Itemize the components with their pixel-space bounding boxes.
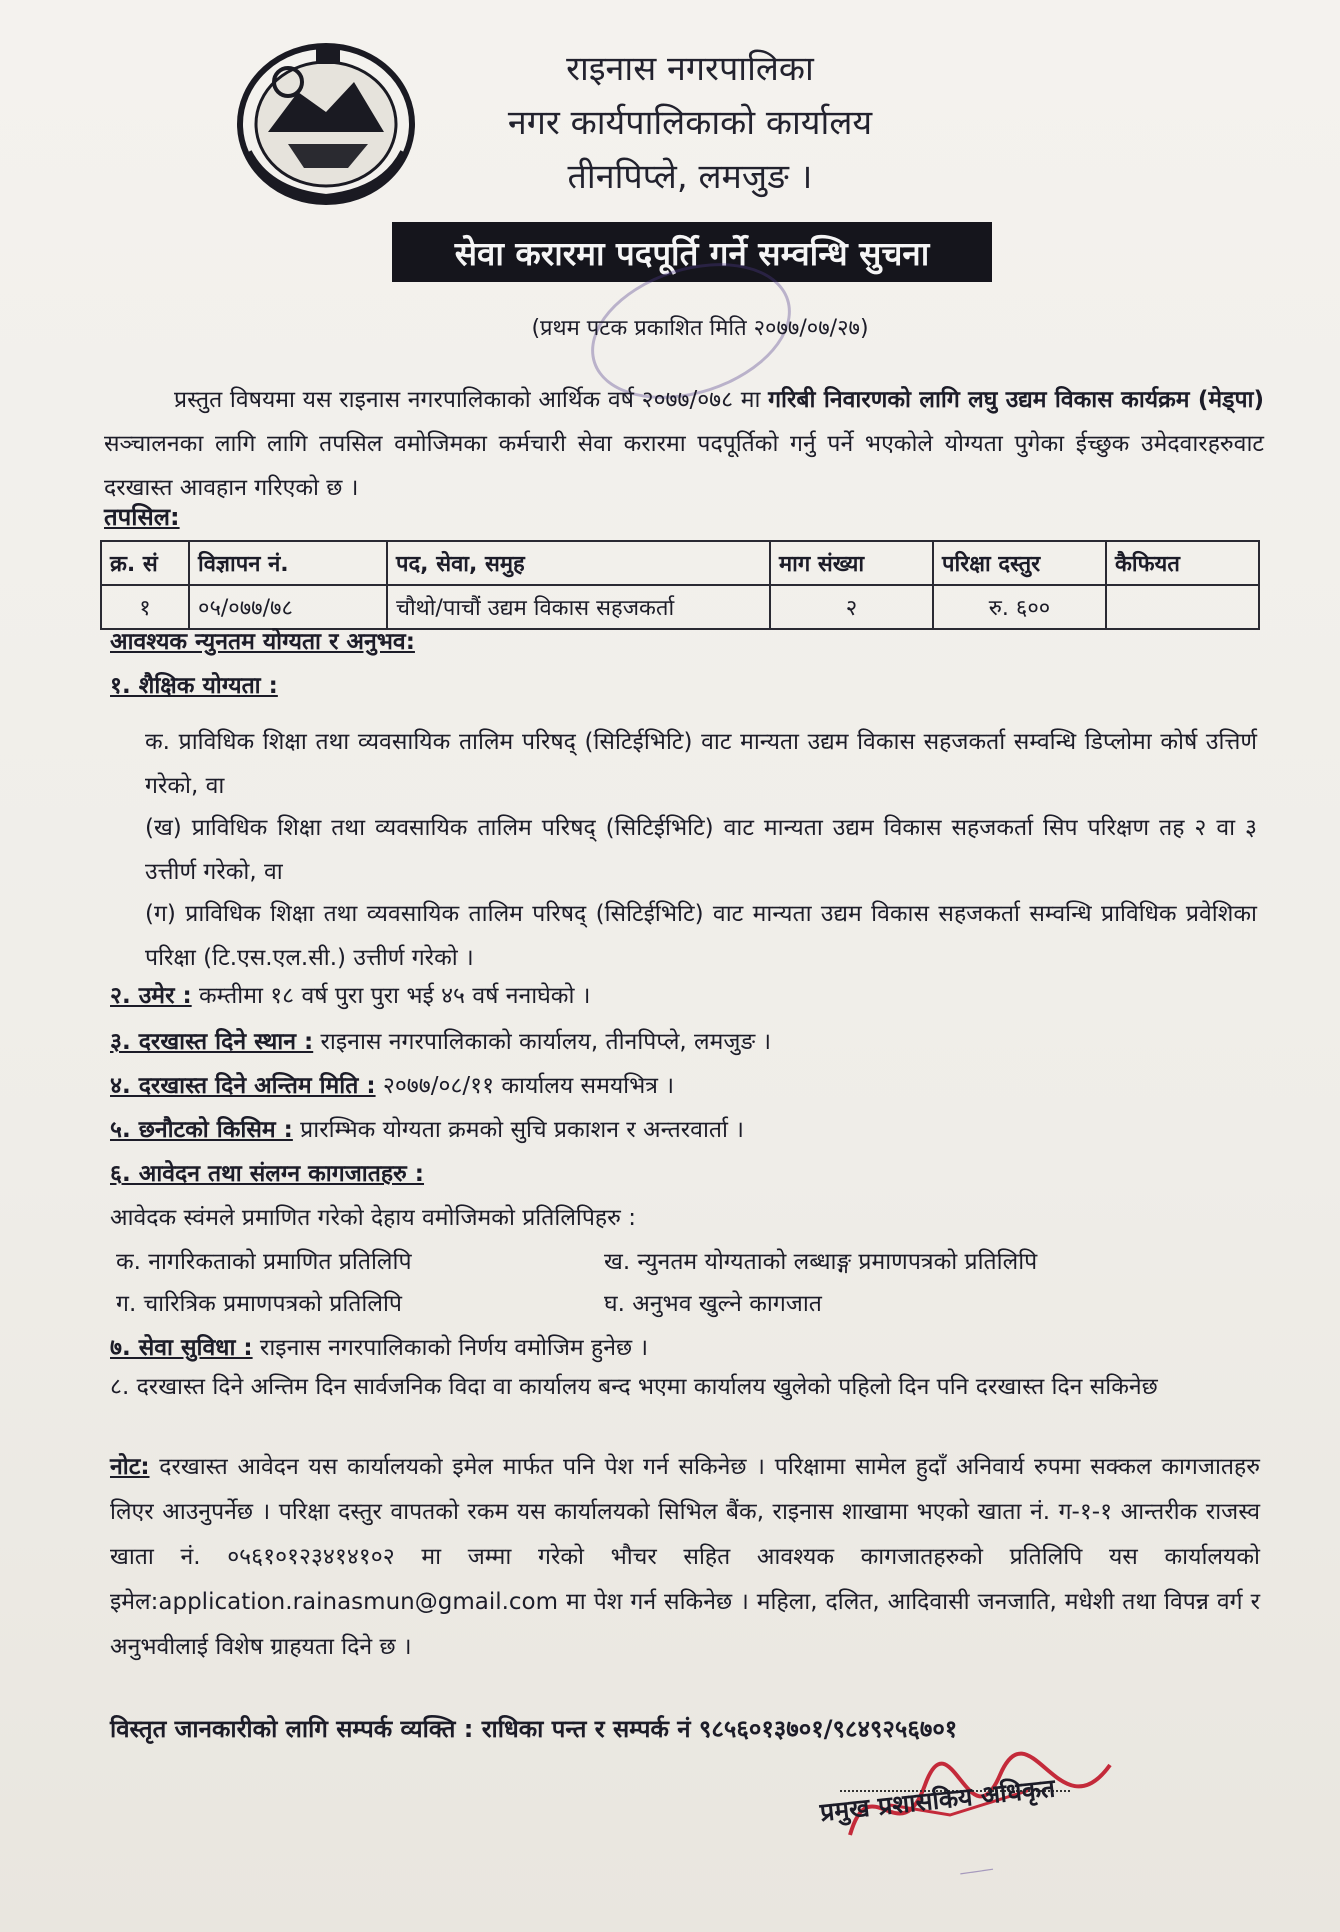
deadline-text: २०७७/०८/११ कार्यालय समयभित्र । [375, 1073, 675, 1099]
intro-text-2: सञ्चालनका लागि लागि तपसिल वमोजिमका कर्मचारी सेवा करारमा पदपूर्तिको गर्नु पर्ने भएकोले योग्यता पुगेका ईच्छुक उमेदवारहरुवाट दरखास्त आवहान गरिएको छ । [104, 431, 1264, 501]
vacancy-table [100, 540, 1260, 630]
table-header-row [101, 541, 1259, 585]
cell-post: चौथो/पाचौं उद्यम विकास सहजकर्ता [387, 585, 770, 629]
education-option-a: क. प्राविधिक शिक्षा तथा व्यवसायिक तालिम परिषद् (सिटिईभिटि) वाट मान्यता उद्यम विकास सहजकर्ता सम्वन्धि डिप्लोमा कोर्ष उत्तिर्ण गरेको, वा [145, 729, 1257, 799]
education-option-b: (ख) प्राविधिक शिक्षा तथा व्यवसायिक तालिम परिषद् (सिटिईभिटि) वाट मान्यता उद्यम विकास सहजकर्ता सिप परिक्षण तह २ वा ३ उत्तीर्ण गरेको, वा [145, 815, 1257, 885]
note-text: दरखास्त आवेदन यस कार्यालयको इमेल मार्फत पनि पेश गर्न सकिनेछ । परिक्षामा सामेल हुदाँ अनिवार्य रुपमा सक्कल कागजातहरु लिएर आउनुपर्नेछ । परिक्षा दस्तुर वापतको रकम यस कार्यालयको सिभिल बैंक, राइनास शाखामा भएको खाता नं. ग-१-१ आन्तरीक राजस्व खाता नं. ०५६१०१२३४१४१०२ मा जम्मा गरेको भौचर सहित आवश्यक कागजातहरुको प्रतिलिपि यस कार्यालयको इमेल:application.rainasmun@gmail.com मा पेश गर्न सकिनेछ । महिला, दलित, आदिवासी जनजाति, मधेशी तथा विपन्न वर्ग र अनुभवीलाई विशेष ग्राहयता दिने छ । [110, 1454, 1260, 1660]
education-option-c: (ग) प्राविधिक शिक्षा तथा व्यवसायिक तालिम परिषद् (सिटिईभिटि) वाट मान्यता उद्यम विकास सहजकर्ता सम्वन्धि प्राविधिक प्रवेशिका परिक्षा (टि.एस.एल.सी.) उत्तीर्ण गरेको । [145, 901, 1257, 971]
municipality-name: राइनास नगरपालिका [566, 49, 814, 89]
col-remarks: कैफियत [1106, 541, 1259, 585]
documents-heading: ६. आवेदन तथा संलग्न कागजातहरु : [110, 1161, 425, 1187]
deadline-section [110, 1068, 674, 1100]
document-item: ग. चारित्रिक प्रमाणपत्रको प्रतिलिपि [116, 1291, 402, 1317]
col-fee: परिक्षा दस्तुर [933, 541, 1106, 585]
government-emblem-logo [228, 32, 424, 208]
note-paragraph [110, 1445, 1260, 1670]
col-ad-number: विज्ञापन नं. [189, 541, 387, 585]
signatory-title: प्रमुख प्रशासकिय अधिकृत [818, 1773, 1057, 1827]
col-serial: क्र. सं [101, 541, 189, 585]
selection-section [110, 1112, 744, 1144]
note-label: नोट: [110, 1454, 150, 1480]
holiday-clause: ८. दरखास्त दिने अन्तिम दिन सार्वजनिक विदा वा कार्यालय बन्द भएमा कार्यालय खुलेको पहिलो दिन पनि दरखास्त दिन सकिनेछ [110, 1374, 1158, 1400]
selection-text: प्रारम्भिक योग्यता क्रमको सुचि प्रकाशन र अन्तरवार्ता । [292, 1117, 745, 1143]
document-item: ख. न्युनतम योग्यताको लब्धाङ्ग प्रमाणपत्रको प्रतिलिपि [604, 1249, 1038, 1275]
col-demand: माग संख्या [770, 541, 933, 585]
age-label: २. उमेर : [110, 983, 192, 1009]
age-section [110, 978, 590, 1010]
publication-date: (प्रथम पटक प्रकाशित मिति २०७७/०७/२७) [531, 316, 869, 341]
office-address: तीनपिप्ले, लमजुङ । [567, 157, 813, 197]
deadline-label: ४. दरखास्त दिने अन्तिम मिति : [110, 1073, 376, 1099]
intro-paragraph [104, 378, 1264, 510]
col-post: पद, सेवा, समुह [387, 541, 770, 585]
document-item: घ. अनुभव खुल्ने कागजात [604, 1291, 822, 1317]
signatory-stamp: ⎯⎯⎯ [958, 1855, 995, 1886]
age-text: कम्तीमा १८ वर्ष पुरा पुरा भई ४५ वर्ष ननाघेको । [191, 983, 591, 1009]
cell-demand: २ [770, 585, 933, 629]
details-label: तपसिल: [104, 503, 180, 531]
office-header [440, 42, 940, 204]
selection-label: ५. छनौटको किसिम : [110, 1117, 293, 1143]
notice-title: सेवा करारमा पदपूर्ति गर्ने सम्वन्धि सुचना [392, 222, 992, 282]
facility-text: राइनास नगरपालिकाको निर्णय वमोजिम हुनेछ । [252, 1335, 649, 1361]
contact-line: विस्तृत जानकारीको लागि सम्पर्क व्यक्ति : राधिका पन्त र सम्पर्क नं ९८५६०१३७०१/९८४९२५६७०१ [110, 1715, 958, 1743]
facility-section [110, 1330, 648, 1362]
application-place-text: राइनास नगरपालिकाको कार्यालय, तीनपिप्ले, लमजुङ । [313, 1029, 772, 1055]
intro-text-1: प्रस्तुत विषयमा यस राइनास नगरपालिकाको आर्थिक वर्ष २०७७/०७८ मा [174, 387, 769, 413]
table-row [101, 585, 1259, 629]
application-place-label: ३. दरखास्त दिने स्थान : [110, 1029, 314, 1055]
documents-intro: आवेदक स्वंमले प्रमाणित गरेको देहाय वमोजिमको प्रतिलिपिहरु : [110, 1205, 636, 1231]
facility-label: ७. सेवा सुविधा : [110, 1335, 253, 1361]
document-item: क. नागरिकताको प्रमाणित प्रतिलिपि [116, 1249, 412, 1275]
cell-ad-number: ०५/०७७/७८ [189, 585, 387, 629]
education-heading: १. शैक्षिक योग्यता : [110, 673, 278, 699]
cell-remarks [1106, 585, 1259, 629]
office-name: नगर कार्यपालिकाको कार्यालय [507, 103, 873, 143]
cell-serial: १ [101, 585, 189, 629]
application-place-section [110, 1024, 771, 1056]
intro-program-name: गरिबी निवारणको लागि लघु उद्यम विकास कार्यक्रम (मेड्पा) [768, 387, 1265, 413]
requirements-heading: आवश्यक न्युनतम योग्यता र अनुभव: [110, 629, 415, 655]
cell-fee: रु. ६०० [933, 585, 1106, 629]
